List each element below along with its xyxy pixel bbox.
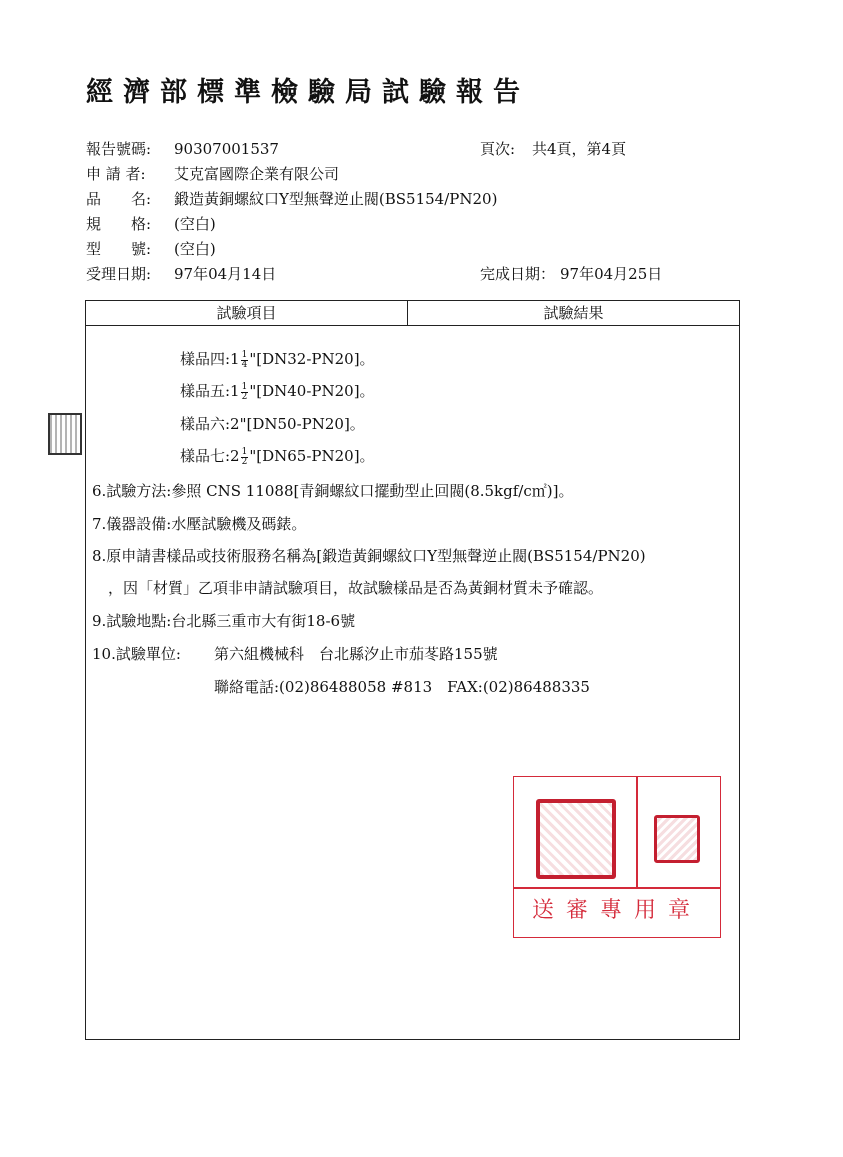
- fraction-denominator: 2: [241, 456, 248, 467]
- product-value: 鍛造黃銅螺紋口Y型無聲逆止閥(BS5154/PN20): [174, 190, 498, 208]
- stamp-caption: 送審專用章: [531, 898, 702, 923]
- stamp-hline: [514, 887, 720, 889]
- model-label: 型 號:: [86, 240, 152, 258]
- report-title: 經濟部標準檢驗局試驗報告: [86, 77, 530, 108]
- company-seal-icon: [536, 799, 616, 879]
- col-header-items: 試驗項目: [86, 301, 408, 325]
- sample-seven-suffix: "[DN65-PN20]。: [249, 447, 375, 465]
- report-number-row: [86, 138, 279, 159]
- test-unit-label: 10.試驗單位:: [92, 645, 181, 663]
- side-seal-mark: [48, 413, 82, 455]
- item-test-location: 9.試驗地點:台北縣三重市大有街18-6號: [92, 612, 356, 630]
- accept-date-row: [86, 263, 276, 284]
- sample-five-prefix: 樣品五:1: [180, 382, 240, 400]
- stamp-divider: [636, 777, 638, 887]
- applicant-label: 申 請 者:: [86, 165, 146, 183]
- model-value: (空白): [174, 240, 216, 258]
- complete-date-row: [480, 263, 662, 284]
- fraction-numerator: 1: [241, 446, 248, 457]
- sample-four-prefix: 樣品四:1: [180, 350, 240, 368]
- sample-four-fraction: [241, 351, 249, 370]
- accept-date-label: 受理日期:: [86, 265, 152, 283]
- table-header: [86, 301, 739, 326]
- col-header-results: 試驗結果: [543, 304, 604, 322]
- sample-four-suffix: "[DN32-PN20]。: [249, 350, 375, 368]
- item-application-name: 8.原申請書樣品或技術服務名稱為[鍛造黃銅螺紋口Y型無聲逆止閥(BS5154/PN20): [92, 547, 646, 565]
- spec-label: 規 格:: [86, 215, 152, 233]
- accept-date-value: 97年04月14日: [174, 265, 277, 283]
- page-label: 頁次:: [480, 140, 516, 158]
- personal-seal-icon: [654, 815, 700, 863]
- report-number-label: 報告號碼:: [86, 140, 152, 158]
- applicant-value: 艾克富國際企業有限公司: [174, 165, 340, 183]
- product-row: [86, 188, 497, 209]
- complete-date-label: 完成日期：: [480, 265, 556, 283]
- fraction-denominator: 4: [241, 359, 248, 370]
- item-equipment: 7.儀器設備:水壓試驗機及碼錶。: [92, 515, 307, 533]
- product-label: 品 名:: [86, 190, 152, 208]
- review-stamp: [513, 776, 721, 938]
- sample-six: [180, 413, 365, 434]
- applicant-row: [86, 163, 339, 184]
- sample-four: [180, 348, 375, 370]
- spec-row: [86, 213, 216, 234]
- test-unit-value: 第六組機械科 台北縣汐止市茄苳路155號: [214, 645, 498, 663]
- sample-six-text: 樣品六:2"[DN50-PN20]。: [180, 415, 365, 433]
- fraction-numerator: 1: [241, 349, 248, 360]
- fraction-numerator: 1: [241, 381, 248, 392]
- sample-seven: [180, 445, 375, 467]
- sample-five-suffix: "[DN40-PN20]。: [249, 382, 375, 400]
- page-row: [480, 138, 626, 159]
- fraction-denominator: 2: [241, 391, 248, 402]
- page-value: 共4頁，第4頁: [532, 140, 627, 158]
- model-row: [86, 238, 216, 259]
- sample-five-fraction: [241, 383, 249, 402]
- sample-seven-fraction: [241, 448, 249, 467]
- contact-info: 聯絡電話:(02)86488058 #813 FAX:(02)86488335: [214, 678, 590, 696]
- sample-seven-prefix: 樣品七:2: [180, 447, 240, 465]
- report-number-value: 90307001537: [174, 140, 279, 158]
- item-test-method: 6.試驗方法:參照 CNS 11088[青銅螺紋口擺動型止回閥(8.5kgf/c㎡)]。: [92, 482, 574, 500]
- sample-five: [180, 380, 375, 402]
- complete-date-value: 97年04月25日: [560, 265, 663, 283]
- spec-value: (空白): [174, 215, 216, 233]
- item-test-unit: [92, 643, 498, 664]
- item-application-note: ，因「材質」乙項非申請試驗項目，故試驗樣品是否為黃銅材質未予確認。: [108, 579, 604, 597]
